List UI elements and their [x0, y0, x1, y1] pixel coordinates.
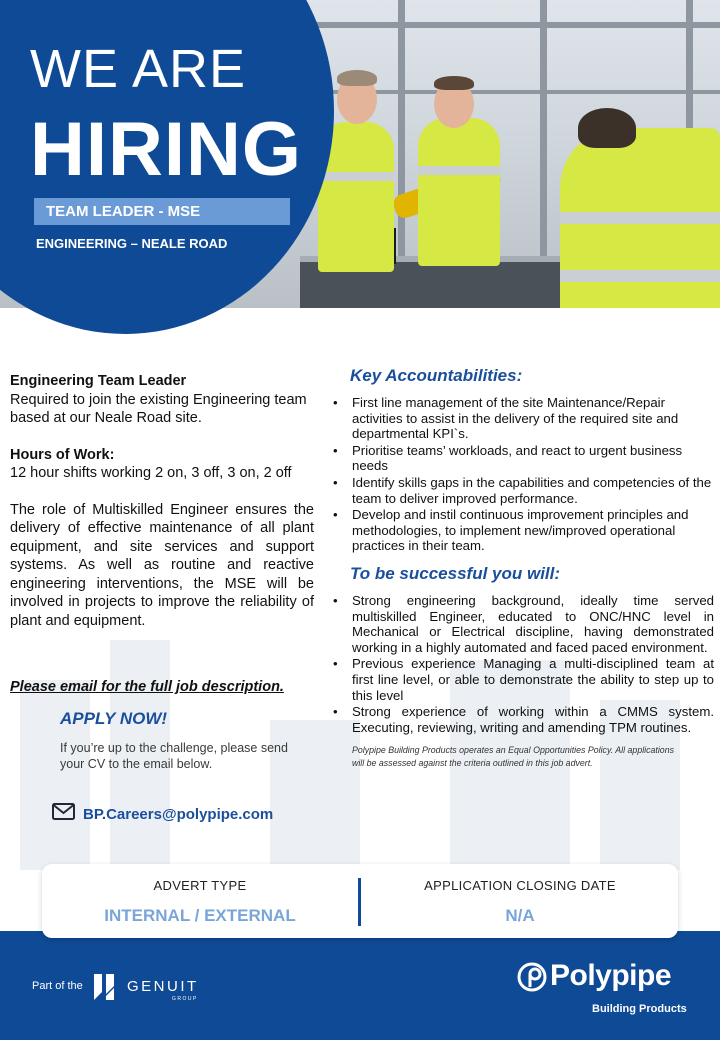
list-item: • Previous experience Managing a multi-disciplined team at first line level, or able to demonstrate the ability to step up to this level [332, 656, 714, 703]
polypipe-logo-icon [517, 962, 547, 992]
job-summary [10, 372, 314, 630]
success-list [332, 593, 714, 735]
vest-stripe [560, 212, 720, 224]
vest-stripe [318, 172, 394, 181]
accountabilities-list [332, 395, 714, 554]
building-products-text: Building Products [592, 1003, 687, 1015]
advert-type-value: INTERNAL / EXTERNAL [104, 906, 296, 925]
role-title: TEAM LEADER - MSE [46, 203, 201, 220]
hair [578, 108, 636, 148]
success-heading: To be successful you will: [350, 563, 561, 583]
job-title: Engineering Team Leader [10, 373, 187, 389]
genuit-logo-icon [92, 972, 120, 1002]
hi-vis-vest [418, 118, 500, 266]
hair [337, 70, 377, 86]
headline-we-are: WE ARE [30, 39, 247, 99]
equal-opportunities-note: Polypipe Building Products operates an Equal Opportunities Policy. All applications will be assessed against the criteria outlined in this job advert. [352, 745, 674, 768]
accountabilities-heading: Key Accountabilities: [350, 366, 523, 385]
careers-email-link[interactable]: BP.Careers@polypipe.com [83, 806, 274, 823]
apply-instructions: If you’re up to the challenge, please send your CV to the email below. [60, 741, 288, 771]
frame-post [398, 0, 405, 260]
hours-heading: Hours of Work: [10, 446, 115, 463]
list-item: • First line management of the site Maintenance/Repair activities to assist in the delivery of the required site and departmental KPI`s. [332, 395, 714, 442]
requirements-panel [332, 366, 714, 769]
role-description: The role of Multiskilled Engineer ensures the delivery of effective maintenance of all plant equipment, and site services and support systems. As well as routine and reactive engineering interventions, the MSE will be involved in projects to improve the reliability of plant and equipment. [10, 501, 314, 629]
email-note: Please email for the full job description. [10, 679, 284, 695]
spacer [10, 483, 314, 501]
list-item: • Develop and instil continuous improvement principles and methodologies, to implement new/improved operational practices in their team. [332, 507, 714, 554]
hair [434, 76, 474, 90]
job-intro: Required to join the existing Engineering team based at our Neale Road site. [10, 391, 307, 426]
vest-stripe [560, 270, 720, 282]
card-divider [358, 878, 361, 926]
list-item: • Strong engineering background, ideally time served multiskilled Engineer, educated to ONC/HNC level in Mechanical or Electrical discipline, having demonstrated working in a highly automated and faced paced environment. [332, 593, 714, 655]
part-of-text: Part of the [32, 980, 83, 992]
closing-date-label: APPLICATION CLOSING DATE [424, 878, 616, 893]
polypipe-logo-text: Polypipe [550, 959, 672, 992]
closing-date-value: N/A [505, 906, 535, 925]
list-item: • Strong experience of working within a CMMS system. Executing, reviewing, writing and amending TPM routines. [332, 704, 714, 735]
spacer [10, 428, 314, 446]
list-item: • Identify skills gaps in the capabilities and competencies of the team to deliver improved performance. [332, 475, 714, 506]
genuit-logo-text: GENUIT [127, 978, 199, 995]
headline-hiring: HIRING [30, 107, 302, 192]
envelope-icon [52, 803, 75, 820]
genuit-group-text: GROUP [172, 996, 198, 1002]
frame-beam [300, 22, 720, 28]
hours-text: 12 hour shifts working 2 on, 3 off, 3 on, 2 off [10, 465, 292, 481]
advert-info-card [42, 864, 678, 938]
department-location: ENGINEERING – NEALE ROAD [36, 236, 228, 251]
vest-stripe [418, 166, 500, 175]
advert-type-label: ADVERT TYPE [153, 878, 247, 893]
list-item: • Prioritise teams’ workloads, and react to urgent business needs [332, 443, 714, 474]
apply-now-heading: APPLY NOW! [60, 709, 168, 728]
frame-post [540, 0, 547, 260]
